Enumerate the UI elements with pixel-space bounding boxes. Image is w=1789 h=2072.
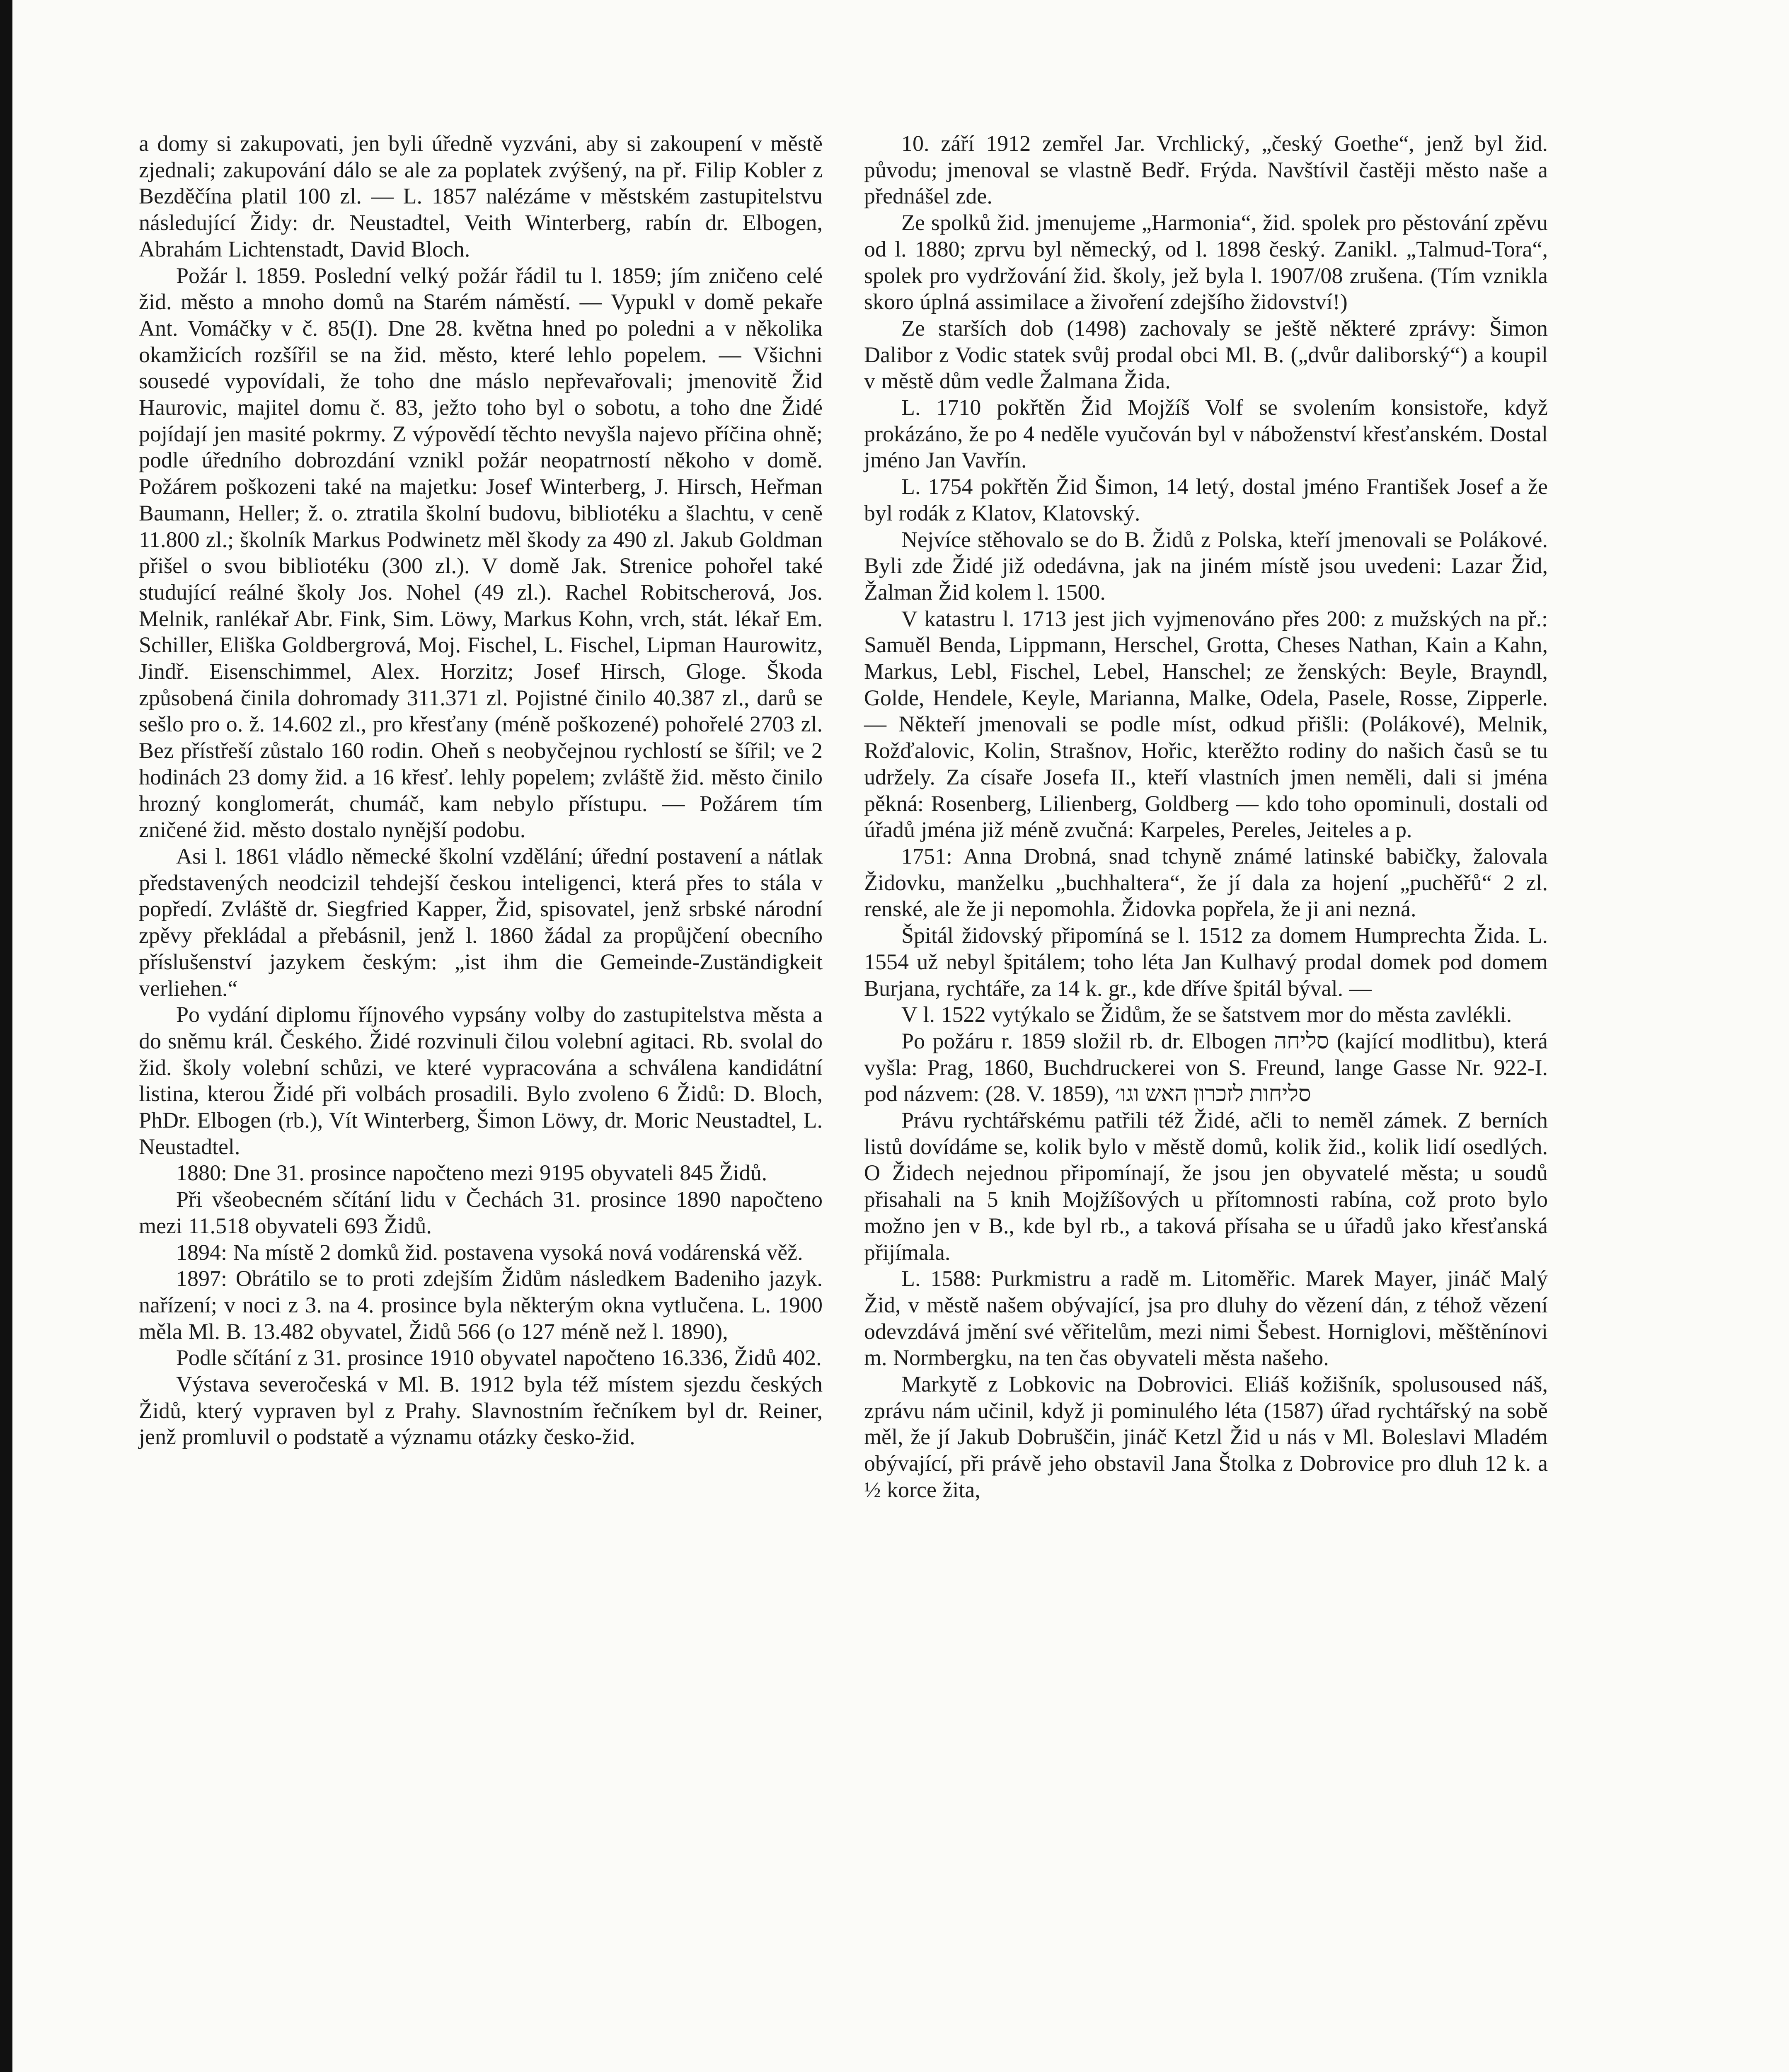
paragraph: 1897: Obrátilo se to proti zdejším Židům následkem Badeniho jazyk. nařízení; v noci z 3. na 4. prosince byla některým okna vytlučena. L. 1900 měla Ml. B. 13.482 obyvatel, Židů 566 (o 127 méně než l. 1890), xyxy=(139,1266,823,1344)
right-column xyxy=(864,131,1548,1503)
paragraph: V katastru l. 1713 jest jich vyjmenováno přes 200: z mužských na př.: Samuěl Benda, Lippmann, Herschel, Grotta, Cheses Nathan, Kain a Kahn, Markus, Lebl, Fischel, Lebel, Hanschel; ze ženských: Beyle, Brayndl, Golde, Hendele, Keyle, Marianna, Malke, Odela, Pasele, Rosse, Zipperle. — Někteří jmenovali se podle míst, odkud přišli: (Polákové), Melnik, Rožďalovic, Kolin, Strašnov, Hořic, kterěžto rodiny do našich časů se tu udržely. Za císaře Josefa II., kteří vlastních jmen neměli, dali si jména pěkná: Rosenberg, Lilienberg, Goldberg — kdo toho opominuli, dostali od úřadů jména již méně zvučná: Karpeles, Pereles, Jeiteles a p. xyxy=(864,606,1548,842)
paragraph: 1880: Dne 31. prosince napočteno mezi 9195 obyvateli 845 Židů. xyxy=(176,1160,767,1186)
scan-edge-bar xyxy=(0,0,12,2072)
paragraph: Právu rychtářskému patřili též Židé, ačli to neměl zámek. Z berních listů dovídáme se, kolik bylo v městě domů, kolik žid., kolik lidí osedlých. O Židech nejednou připomínají, že jsou jen obyvatelé města; u soudů přisahali na 5 knih Mojžíšových u přítomnosti rabína, což proto bylo možno jen v B., kde byl rb., a taková přísaha se u úřadů jako křesťanská přijímala. xyxy=(864,1108,1548,1265)
paragraph: a domy si zakupovati, jen byli úředně vyzváni, aby si zakoupení v městě zjednali; zakupování dálo se ale za poplatek zvýšený, na př. Filip Kobler z Bezděčína platil 100 zl. — L. 1857 nalézáme v městském zastupitelstvu následující Židy: dr. Neustadtel, Veith Winterberg, rabín dr. Elbogen, Abrahám Lichtenstadt, David Bloch. xyxy=(139,131,823,261)
paragraph: Ze starších dob (1498) zachovaly se ještě některé zprávy: Šimon Dalibor z Vodic statek svůj prodal obci Ml. B. („dvůr daliborský“) a koupil v městě dům vedle Žalmana Žida. xyxy=(864,315,1548,394)
paragraph: Po vydání diplomu říjnového vypsány volby do zastupitelstva města a do sněmu král. Českého. Židé rozvinuli čilou volební agitaci. Rb. svolal do žid. školy volební schůzi, ve které vypracována a schválena kandidátní listina, kterou Židé při volbách prosadili. Bylo zvoleno 6 Židů: D. Bloch, PhDr. Elbogen (rb.), Vít Winterberg, Šimon Löwy, dr. Moric Neustadtel, L. Neustadtel. xyxy=(139,1002,823,1159)
paragraph: Podle sčítání z 31. prosince 1910 obyvatel napočteno 16.336, Židů 402. xyxy=(176,1345,822,1370)
paragraph: Asi l. 1861 vládlo německé školní vzdělání; úřední postavení a nátlak představených neodcizil tehdejší českou inteligenci, která přes to stála v popředí. Zvláště dr. Siegfried Kapper, Žid, spisovatel, jenž srbské národní zpěvy překládal a přebásnil, jenž l. 1860 žádal za propůjčení obecního příslušenství jazykem českým: „ist ihm die Gemeinde-Zuständigkeit verliehen.“ xyxy=(139,843,823,1001)
paragraph: Při všeobecném sčítání lidu v Čechách 31. prosince 1890 napočteno mezi 11.518 obyvateli 693 Židů. xyxy=(139,1187,823,1238)
paragraph: L. 1588: Purkmistru a radě m. Litoměřic. Marek Mayer, jináč Malý Žid, v městě našem obývající, jsa pro dluhy do vězení dán, z téhož vězení odevzdává jmění své věřitelům, mezi nimi Šebest. Horniglovi, měštěnínovi m. Normbergku, na ten čas obyvateli města našeho. xyxy=(864,1266,1548,1370)
paragraph: 10. září 1912 zemřel Jar. Vrchlický, „český Goethe“, jenž byl žid. původu; jmenoval se vlastně Bedř. Frýda. Navštívil častěji město naše a přednášel zde. xyxy=(864,131,1548,209)
left-column xyxy=(139,131,823,1450)
paragraph: V l. 1522 vytýkalo se Židům, že se šatstvem mor do města zavlékli. xyxy=(901,1002,1512,1027)
paragraph: Požár l. 1859. Poslední velký požár řádil tu l. 1859; jím zničeno celé žid. město a mnoho domů na Starém náměstí. — Vypukl v domě pekaře Ant. Vomáčky v č. 85(I). Dne 28. května hned po poledni a v několika okamžicích rozšířil se na žid. město, které lehlo popelem. — Všichni sousedé vypovídali, že toho dne máslo nepřevařovali; jmenovitě Žid Haurovic, majitel domu č. 83, ježto toho byl o sobotu, a toho dne Židé pojídají jen masité pokrmy. Z výpovědí těchto nevyšla najevo příčina ohně; podle úředního dobrozdání vznikl požár neopatrností někoho v domě. Požárem poškozeni také na majetku: Josef Winterberg, J. Hirsch, Heřman Baumann, Heller; ž. o. ztratila školní budovu, bibliotéku a šlachtu, v ceně 11.800 zl.; školník Markus Podwinetz měl škody za 490 zl. Jakub Goldman přišel o svou bibliotéku (300 zl.). V domě Jak. Strenice pohořel také studující reálné školy Jos. Nohel (49 zl.). Rachel Robitscherová, Jos. Melnik, ranlékař Abr. Fink, Sim. Löwy, Markus Kohn, vrch, stát. lékař Em. Schiller, Eliška Goldbergrová, Moj. Fischel, L. Fischel, Lipman Haurowitz, Jindř. Eisenschimmel, Alex. Horzitz; Josef Hirsch, Gloge. Škoda způsobená činila dohromady 311.371 zl. Pojistné činilo 40.387 zl., darů se sešlo pro o. ž. 14.602 zl., pro křesťany (méně poškozené) pohořelé 2703 zl. Bez přístřeší zůstalo 160 rodin. Oheň s neobyčejnou rychlostí se šířil; ve 2 hodinách 23 domy žid. a 16 křesť. lehly popelem; zvláště žid. město činilo hrozný konglomerát, chumáč, kam nebylo přístupu. — Požárem tím zničené žid. město dostalo nynější podobu. xyxy=(139,263,823,842)
paragraph: 1751: Anna Drobná, snad tchyně známé latinské babičky, žalovala Židovku, manželku „buchhaltera“, že jí dala za hojení „puchěřů“ 2 zl. renské, ale že ji nepomohla. Židovka popřela, že ji ani nezná. xyxy=(864,843,1548,922)
paragraph: Špitál židovský připomíná se l. 1512 za domem Humprechta Žida. L. 1554 už nebyl špitálem; toho léta Jan Kulhavý prodal domek pod domem Burjana, rychtáře, za 14 k. gr., kde dříve špitál býval. — xyxy=(864,923,1548,1001)
paragraph: Výstava severočeská v Ml. B. 1912 byla též místem sjezdu českých Židů, který vypraven byl z Prahy. Slavnostním řečníkem byl dr. Reiner, jenž promluvil o podstatě a významu otázky česko-žid. xyxy=(139,1372,823,1450)
paragraph: L. 1710 pokřtěn Žid Mojžíš Volf se svolením konsistoře, když prokázáno, že po 4 neděle vyučován byl v náboženství křesťanském. Dostal jméno Jan Vavřín. xyxy=(864,395,1548,473)
paragraph: 1894: Na místě 2 domků žid. postavena vysoká nová vodárenská věž. xyxy=(176,1239,803,1265)
paragraph: L. 1754 pokřtěn Žid Šimon, 14 letý, dostal jméno František Josef a že byl rodák z Klatov, Klatovský. xyxy=(864,474,1548,525)
paragraph: Po požáru r. 1859 složil rb. dr. Elbogen סליחה (kající modlitbu), která vyšla: Prag, 1860, Buchdruckerei von S. Freund, lange Gasse Nr. 922-I. pod názvem: (28. V. 1859), סליחות לזכרון האש וגו׳ xyxy=(864,1028,1548,1106)
paragraph: Markytě z Lobkovic na Dobrovici. Eliáš kožišník, spolusoused náš, zprávu nám učinil, když ji pominulého léta (1587) úřad rychtářský na sobě měl, že jí Jakub Dobruščin, jináč Ketzl Žid u nás v Ml. Boleslavi Mladém obývající, při právě jeho obstavil Jana Štolka z Dobrovice pro dluh 12 k. a ½ korce žita, xyxy=(864,1372,1548,1502)
paragraph: Nejvíce stěhovalo se do B. Židů z Polska, kteří jmenovali se Polákové. Byli zde Židé již odedávna, jak na jiném místě jsou uvedeni: Lazar Žid, Žalman Žid kolem l. 1500. xyxy=(864,527,1548,605)
paragraph: Ze spolků žid. jmenujeme „Harmonia“, žid. spolek pro pěstování zpěvu od l. 1880; zprvu byl německý, od l. 1898 český. Zanikl. „Talmud-Tora“, spolek pro vydržování žid. školy, jež byla l. 1907/08 zrušena. (Tím vznikla skoro úplná assimilace a živoření zdejšího židovství!) xyxy=(864,210,1548,315)
